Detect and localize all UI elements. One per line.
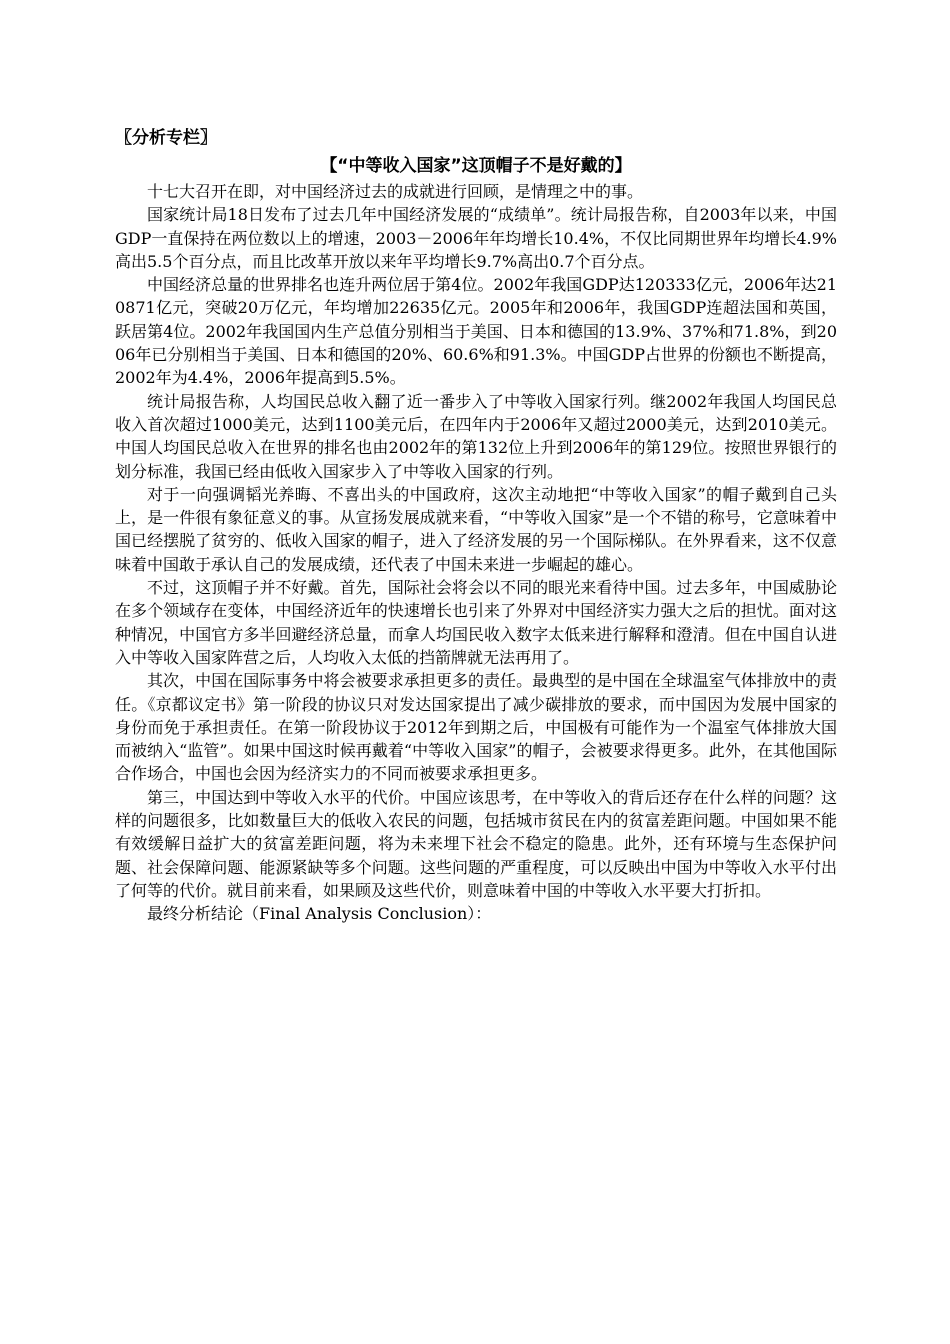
paragraph-gdp-growth: 国家统计局18日发布了过去几年中国经济发展的“成绩单”。统计局报告称，自2003年以来，中国GDP一直保持在两位数以上的增速，2003－2006年年均增长10.4%，不仅比同期世界年均增长4.9%高出5.5个百分点，而且比改革开放以来年平均增长9.7%高出0.7个百分点。 (115, 205, 837, 271)
paragraph-per-capita-income: 统计局报告称，人均国民总收入翻了近一番步入了中等收入国家行列。继2002年我国人均国民总收入首次超过1000美元，达到1100美元后，在四年内于2006年又超过2000美元，达到2010美元。中国人均国民总收入在世界的排名也由2002年的第132位上升到2006年的第129位。按照世界银行的划分标准，我国已经由低收入国家步入了中等收入国家的行列。 (115, 391, 837, 481)
paragraph-conclusion-heading: 最终分析结论（Final Analysis Conclusion）： (147, 904, 492, 924)
paragraph-gdp-ranking: 中国经济总量的世界排名也连升两位居于第4位。2002年我国GDP达120333亿元，2006年达210871亿元，突破20万亿元，年均增加22635亿元。2005年和2006年，我国GDP连超法国和英国，跃居第4位。2002年我国国内生产总值分别相当于美国、日本和德国的13.9%、37%和71.8%，到2006年已分别相当于美国、日本和德国的20%、60.6%和91.3%。中国GDP占世界的份额也不断提高，2002年为4.4%，2006年提高到5.5%。 (115, 275, 837, 388)
article-title: 【“中等收入国家”这顶帽子不是好戴的】 (320, 156, 632, 176)
document-page (115, 124, 837, 926)
paragraph-symbolism: 对于一向强调韬光养晦、不喜出头的中国政府，这次主动地把“中等收入国家”的帽子戴到自己头上，是一件很有象征意义的事。从宣扬发展成就来看，“中等收入国家”是一个不错的称号，它意味着中国已经摆脱了贫穷的、低收入国家的帽子，进入了经济发展的另一个国际梯队。在外界看来，这不仅意味着中国敢于承认自己的发展成绩，还代表了中国未来进一步崛起的雄心。 (115, 484, 837, 574)
paragraph-third-concern: 第三，中国达到中等收入水平的代价。中国应该思考，在中等收入的背后还存在什么样的问题？这样的问题很多，比如数量巨大的低收入农民的问题，包括城市贫民在内的贫富差距问题。中国如果不能有效缓解日益扩大的贫富差距问题，将为未来埋下社会不稳定的隐患。此外，还有环境与生态保护问题、社会保障问题、能源紧缺等多个问题。这些问题的严重程度，可以反映出中国为中等收入水平付出了何等的代价。就目前来看，如果顾及这些代价，则意味着中国的中等收入水平要大打折扣。 (115, 787, 837, 900)
paragraph-intro: 十七大召开在即，对中国经济过去的成就进行回顾，是情理之中的事。 (147, 182, 644, 201)
paragraph-second-concern: 其次，中国在国际事务中将会被要求承担更多的责任。最典型的是中国在全球温室气体排放中的责任。《京都议定书》第一阶段的协议只对发达国家提出了减少碳排放的要求，而中国因为发展中国家的身份而免于承担责任。在第一阶段协议于2012年到期之后，中国极有可能作为一个温室气体排放大国而被纳入“监管”。如果中国这时候再戴着“中等收入国家”的帽子，会被要求得更多。此外，在其他国际合作场合，中国也会因为经济实力的不同而被要求承担更多。 (115, 671, 837, 784)
section-label: 〖分析专栏〗 (115, 128, 217, 148)
paragraph-first-concern: 不过，这顶帽子并不好戴。首先，国际社会将会以不同的眼光来看待中国。过去多年，中国威胁论在多个领域存在变体，中国经济近年的快速增长也引来了外界对中国经济实力强大之后的担忧。面对这种情况，中国官方多半回避经济总量，而拿人均国民收入数字太低来进行解释和澄清。但在中国自认进入中等收入国家阵营之后，人均收入太低的挡箭牌就无法再用了。 (115, 578, 837, 667)
